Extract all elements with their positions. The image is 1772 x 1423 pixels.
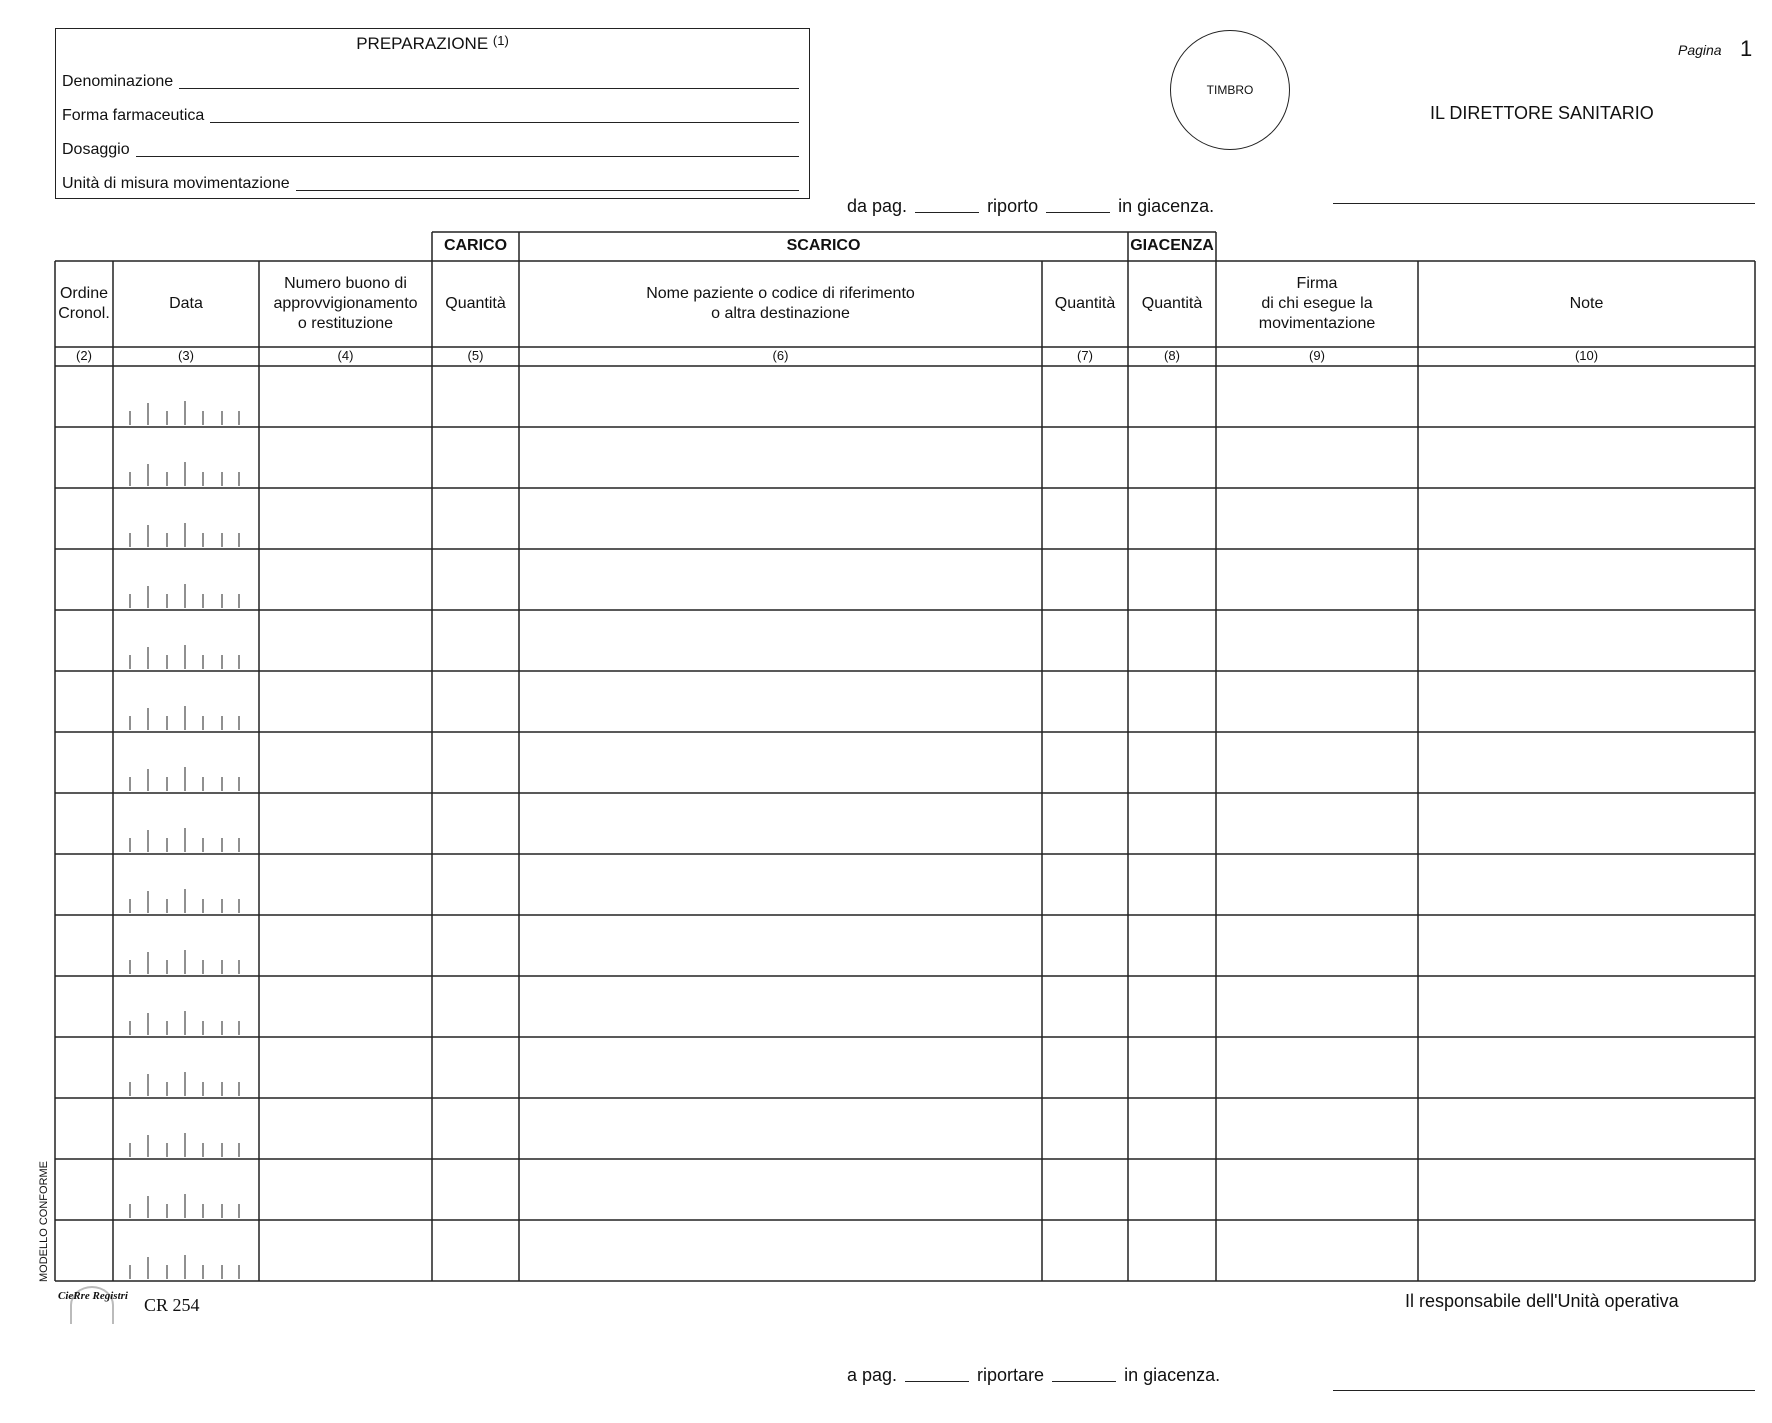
column-header: Quantità [445, 295, 506, 312]
column-header: Nome paziente o codice di riferimento o altra destinazione [646, 285, 915, 322]
column-number: (5) [467, 348, 484, 363]
riportare-label: riportare [977, 1365, 1045, 1385]
in-giacenza-bottom-label: in giacenza. [1124, 1365, 1221, 1385]
column-header: Note [1569, 295, 1604, 312]
column-header: Quantità [1141, 295, 1203, 312]
field-label: Unità di misura movimentazione [62, 175, 290, 192]
responsabile-signature-line[interactable] [1333, 1390, 1755, 1391]
column-header: Quantità [1054, 295, 1116, 312]
column-header: Numero buono di approvvigionamento o restituzione [273, 275, 418, 332]
field-label: Forma farmaceutica [62, 107, 205, 124]
preparazione-footnote: (1) [492, 33, 509, 48]
riportare-blank[interactable] [1052, 1381, 1116, 1382]
column-number: (3) [178, 348, 194, 363]
column-number: (10) [1574, 348, 1599, 363]
header-scarico: SCARICO [786, 237, 861, 254]
preparazione-title-text: PREPARAZIONE [356, 34, 489, 53]
field-label: Dosaggio [62, 141, 130, 158]
column-number: (9) [1309, 348, 1325, 363]
header-carico: CARICO [443, 237, 508, 254]
a-pag-blank[interactable] [905, 1381, 969, 1382]
header-giacenza: GIACENZA [1130, 237, 1214, 254]
in-giacenza-label: in giacenza. [1118, 196, 1215, 216]
cierre-registri-logo: CieRre Registri [58, 1290, 128, 1302]
riporto-label: riporto [987, 196, 1039, 216]
a-pag-line [847, 1365, 1220, 1386]
column-header: Data [169, 295, 203, 312]
modello-conforme-text: MODELLO CONFORME [38, 1160, 50, 1282]
a-pag-label: a pag. [847, 1365, 898, 1385]
column-number: (6) [772, 348, 789, 363]
timbro-label: TIMBRO [1206, 83, 1254, 97]
field-label: Denominazione [62, 73, 174, 90]
column-number: (4) [337, 348, 354, 363]
column-number: (7) [1077, 348, 1093, 363]
column-header: Ordine Cronol. [58, 285, 110, 322]
pagina-label: Pagina [1678, 42, 1722, 58]
column-number: (2) [76, 348, 92, 363]
responsabile-label: Il responsabile dell'Unità operativa [1405, 1291, 1679, 1311]
da-pag-label: da pag. [847, 196, 908, 216]
direttore-sanitario-label: IL DIRETTORE SANITARIO [1430, 103, 1654, 123]
pagina-number: 1 [1740, 36, 1753, 61]
column-number: (8) [1164, 348, 1180, 363]
column-header: Firma di chi esegue la movimentazione [1258, 275, 1376, 332]
model-code: CR 254 [144, 1295, 200, 1315]
